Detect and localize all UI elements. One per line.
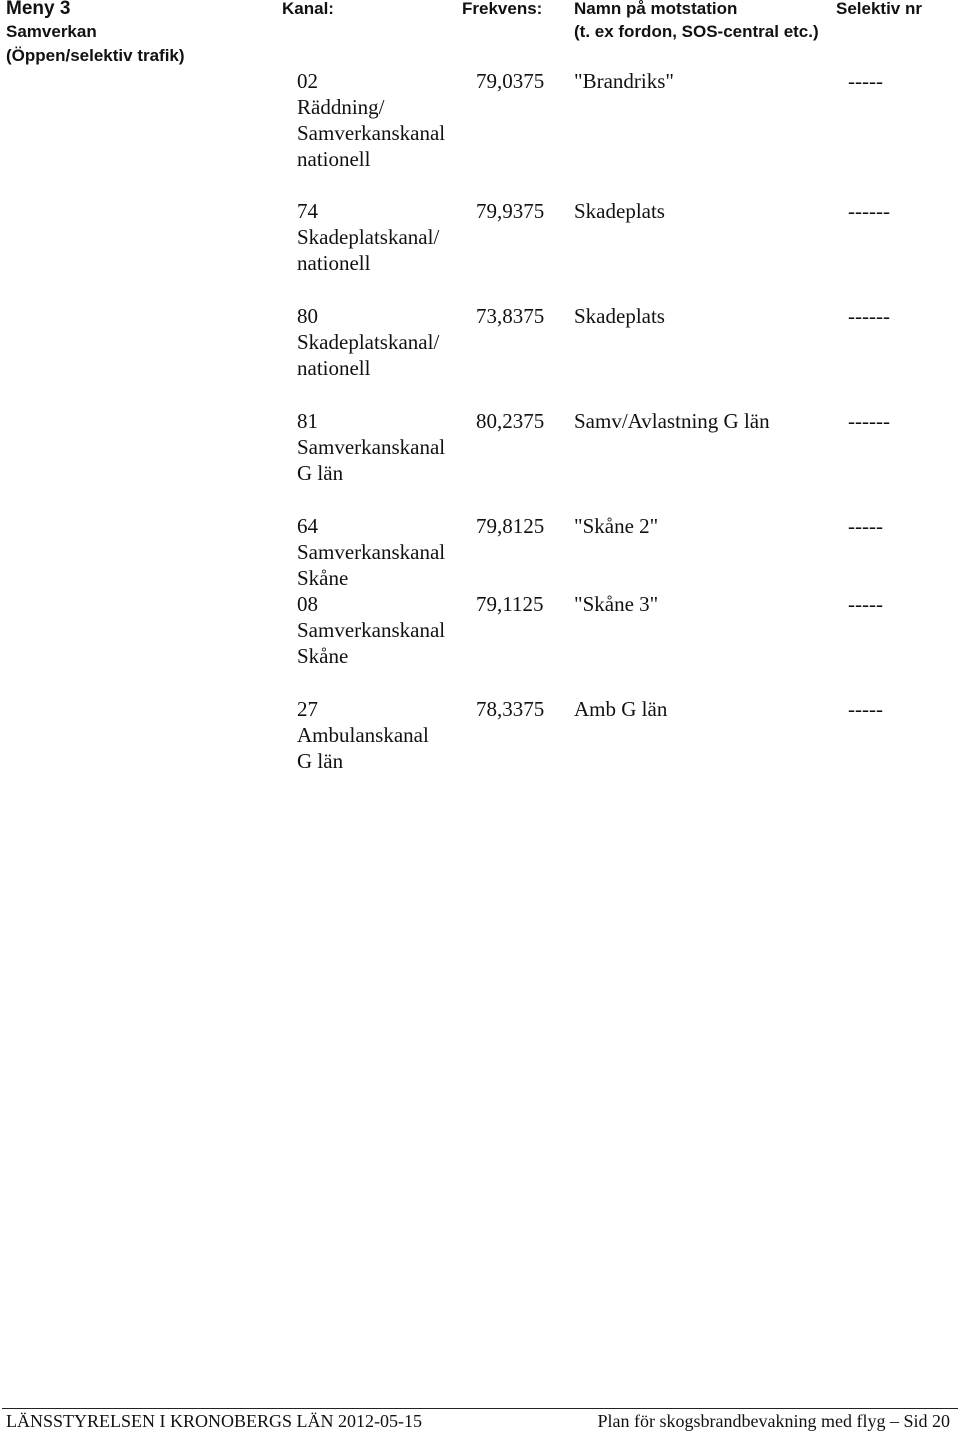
row-selektiv: ------	[848, 199, 890, 223]
kanal-line: nationell	[297, 147, 371, 171]
kanal-line: G län	[297, 749, 344, 773]
row-selektiv: ------	[848, 304, 890, 328]
row-kanal	[297, 696, 429, 774]
row-frekvens: 79,0375	[476, 69, 545, 93]
row-namn: "Skåne 2"	[574, 514, 659, 538]
footer-right: Plan för skogsbrandbevakning med flyg – Sid 20	[597, 1411, 950, 1431]
row-frekvens: 80,2375	[476, 409, 545, 433]
kanal-line: Skåne	[297, 644, 349, 668]
row-kanal	[297, 591, 445, 669]
menu-title: Meny 3	[6, 0, 71, 19]
row-kanal	[297, 513, 445, 591]
kanal-line: G län	[297, 461, 344, 485]
kanal-line: 27	[297, 697, 318, 721]
header-kanal: Kanal:	[282, 0, 334, 18]
row-selektiv: -----	[848, 592, 883, 616]
kanal-line: 74	[297, 199, 318, 223]
kanal-line: 80	[297, 304, 318, 328]
row-frekvens: 79,8125	[476, 514, 545, 538]
row-namn: "Brandriks"	[574, 69, 674, 93]
row-namn: "Skåne 3"	[574, 592, 659, 616]
kanal-line: nationell	[297, 356, 371, 380]
kanal-line: Räddning/	[297, 95, 385, 119]
row-kanal	[297, 408, 445, 486]
row-kanal	[297, 68, 445, 172]
menu-subtitle: Samverkan	[6, 22, 97, 41]
kanal-line: 64	[297, 514, 318, 538]
kanal-line: Skadeplatskanal/	[297, 330, 440, 354]
header-frekvens: Frekvens:	[462, 0, 543, 18]
row-namn: Samv/Avlastning G län	[574, 409, 770, 433]
kanal-line: nationell	[297, 251, 371, 275]
kanal-line: Samverkanskanal	[297, 121, 446, 145]
menu-subtitle-2: (Öppen/selektiv trafik)	[6, 46, 185, 65]
row-namn: Amb G län	[574, 697, 668, 721]
row-frekvens: 78,3375	[476, 697, 545, 721]
kanal-line: 08	[297, 592, 318, 616]
header-selektiv: Selektiv nr	[836, 0, 922, 18]
kanal-line: Samverkanskanal	[297, 435, 446, 459]
kanal-line: 81	[297, 409, 318, 433]
footer-divider	[2, 1408, 958, 1409]
row-frekvens: 79,1125	[476, 592, 544, 616]
row-kanal	[297, 198, 439, 276]
kanal-line: Samverkanskanal	[297, 540, 446, 564]
row-frekvens: 79,9375	[476, 199, 545, 223]
row-selektiv: -----	[848, 69, 883, 93]
kanal-line: Skadeplatskanal/	[297, 225, 440, 249]
header-namn-sub: (t. ex fordon, SOS-central etc.)	[574, 22, 819, 41]
row-selektiv: ------	[848, 409, 890, 433]
row-selektiv: -----	[848, 697, 883, 721]
row-namn: Skadeplats	[574, 304, 665, 328]
row-frekvens: 73,8375	[476, 304, 545, 328]
kanal-line: Ambulanskanal	[297, 723, 429, 747]
kanal-line: Skåne	[297, 566, 349, 590]
row-namn: Skadeplats	[574, 199, 665, 223]
header-namn: Namn på motstation	[574, 0, 738, 18]
row-selektiv: -----	[848, 514, 883, 538]
footer-left: LÄNSSTYRELSEN I KRONOBERGS LÄN 2012-05-15	[6, 1411, 423, 1431]
kanal-line: Samverkanskanal	[297, 618, 446, 642]
kanal-line: 02	[297, 69, 318, 93]
row-kanal	[297, 303, 439, 381]
